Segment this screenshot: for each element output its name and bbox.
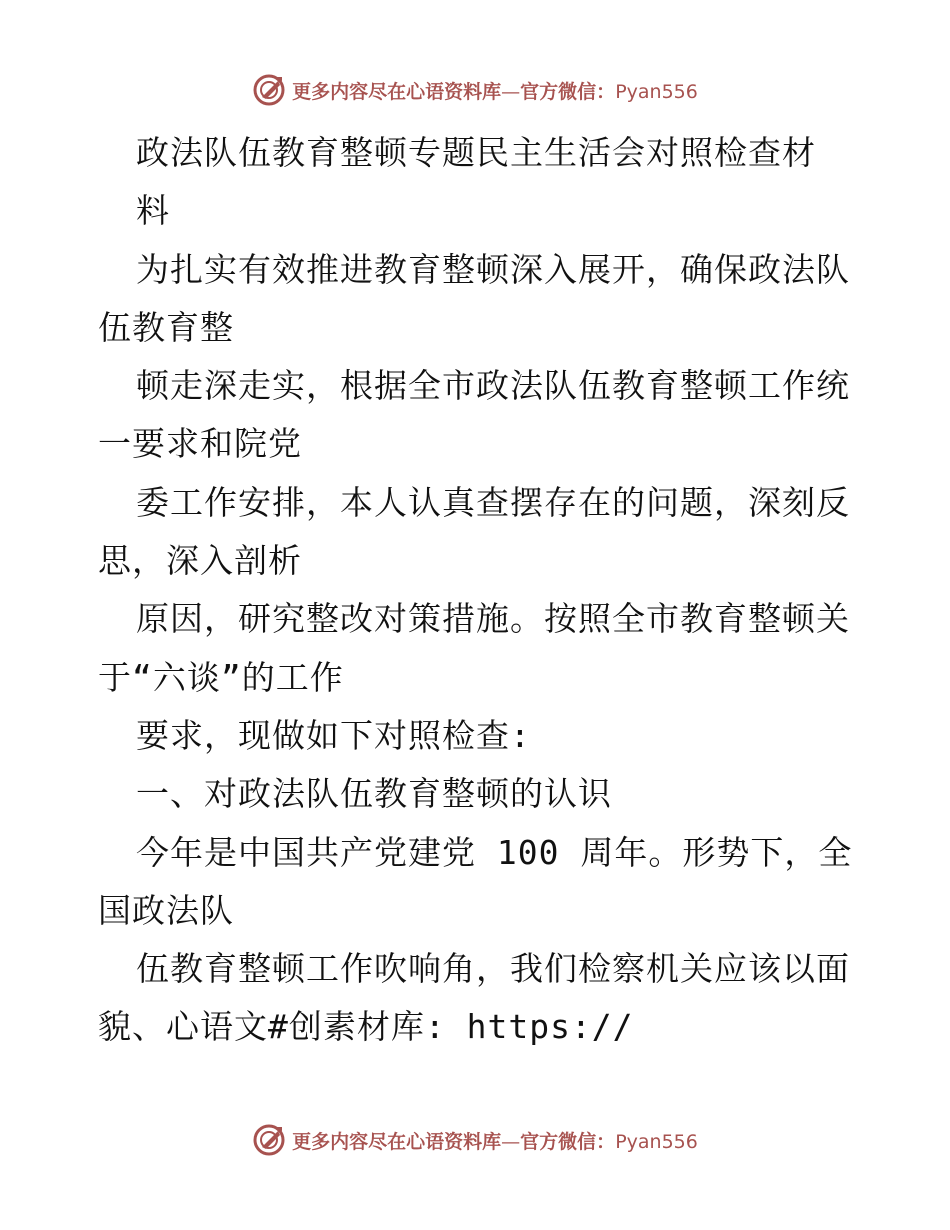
footer-separator: — — [501, 1130, 521, 1153]
footer-contact-label: 官方微信： — [520, 1130, 616, 1153]
doc-section-heading: 一、对政法队伍教育整顿的认识 — [136, 774, 612, 814]
doc-paragraph-line: 思，深入剖析 — [98, 541, 302, 581]
doc-paragraph-line: 顿走深走实，根据全市政法队伍教育整顿工作统 — [136, 366, 850, 406]
doc-paragraph-line: 今年是中国共产党建党 100 周年。形势下，全 — [136, 832, 853, 872]
doc-paragraph-line: 委工作安排，本人认真查摆存在的问题，深刻反 — [136, 482, 850, 522]
doc-paragraph-line: 要求，现做如下对照检查: — [136, 715, 531, 755]
header-banner — [0, 70, 950, 110]
footer-brand: 更多内容尽在心语资料库 — [292, 1130, 502, 1153]
doc-paragraph-line: 伍教育整 — [98, 307, 234, 347]
header-contact-id: Pyan556 — [615, 80, 698, 103]
doc-paragraph-line: 国政法队 — [98, 890, 234, 930]
doc-title-line-2: 料 — [136, 191, 170, 231]
header-brand: 更多内容尽在心语资料库 — [292, 80, 502, 103]
doc-paragraph-line: 为扎实有效推进教育整顿深入展开，确保政法队 — [136, 249, 850, 289]
brand-logo-icon — [252, 73, 286, 107]
doc-paragraph-line: 伍教育整顿工作吹响角，我们检察机关应该以面 — [136, 949, 850, 989]
doc-paragraph-line: 一要求和院党 — [98, 424, 302, 464]
doc-title-line-1: 政法队伍教育整顿专题民主生活会对照检查材 — [136, 133, 816, 172]
footer-banner-text — [292, 1127, 698, 1154]
brand-logo-icon — [252, 1123, 286, 1157]
doc-paragraph-line: 原因，研究整改对策措施。按照全市教育整顿关 — [136, 599, 850, 639]
doc-paragraph-line: 貌、心语文#创素材库: https:// — [98, 1007, 634, 1047]
footer-banner — [0, 1120, 950, 1160]
header-contact-label: 官方微信： — [520, 80, 616, 103]
header-banner-text — [292, 77, 698, 104]
doc-paragraph-line: 于“六谈”的工作 — [98, 657, 344, 697]
header-separator: — — [501, 80, 521, 103]
document-body — [98, 124, 858, 1057]
footer-contact-id: Pyan556 — [615, 1130, 698, 1153]
